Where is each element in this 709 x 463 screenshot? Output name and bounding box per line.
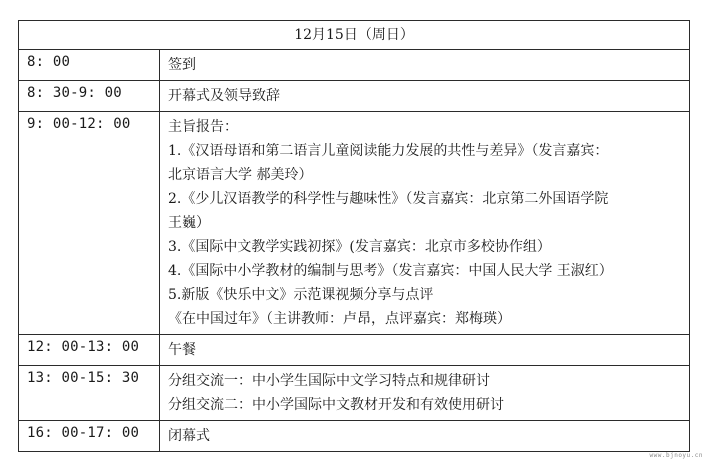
content-cell [160, 81, 690, 112]
time-text: 8: 30-9: 00 [27, 85, 122, 101]
content-cell [160, 335, 690, 366]
time-cell [19, 366, 160, 421]
content-line: 王巍） [168, 215, 210, 231]
table-row [19, 81, 690, 112]
content-line: 4.《国际中小学教材的编制与思考》（发言嘉宾：中国人民大学 王淑红） [168, 263, 613, 279]
content-cell [160, 366, 690, 421]
content-line: 主旨报告： [168, 119, 238, 135]
table-row [19, 366, 690, 421]
time-text: 8: 00 [27, 54, 71, 70]
table-row [19, 421, 690, 452]
content-line: 闭幕式 [168, 428, 210, 444]
time-cell [19, 335, 160, 366]
content-line: 开幕式及领导致辞 [168, 88, 280, 104]
content-line: 签到 [168, 57, 196, 73]
time-cell [19, 50, 160, 81]
content-line: 午餐 [168, 342, 196, 358]
content-line: 3.《国际中文教学实践初探》(发言嘉宾：北京市多校协作组） [168, 239, 551, 255]
content-cell [160, 421, 690, 452]
time-cell [19, 112, 160, 335]
content-cell [160, 50, 690, 81]
time-text: 9: 00-12: 00 [27, 116, 131, 132]
content-line: 分组交流一：中小学生国际中文学习特点和规律研讨 [168, 373, 490, 389]
date-heading: 12月15日（周日） [19, 21, 690, 50]
time-cell [19, 81, 160, 112]
content-line: 1.《汉语母语和第二语言儿童阅读能力发展的共性与差异》（发言嘉宾： [168, 143, 609, 159]
content-line: 分组交流二：中小学国际中文教材开发和有效使用研讨 [168, 397, 504, 413]
time-text: 13: 00-15: 30 [27, 370, 140, 386]
time-text: 12: 00-13: 00 [27, 339, 140, 355]
table-header-row [19, 21, 690, 50]
content-cell [160, 112, 690, 335]
table-row [19, 335, 690, 366]
table-row [19, 112, 690, 335]
content-line: 5.新版《快乐中文》示范课视频分享与点评 [168, 287, 434, 303]
watermark: www.bjnoyu.cn [649, 452, 703, 459]
table-row [19, 50, 690, 81]
content-line: 北京语言大学 郝美玲） [168, 167, 313, 183]
schedule-table [18, 20, 690, 452]
time-text: 16: 00-17: 00 [27, 425, 140, 441]
content-line: 《在中国过年》（主讲教师：卢昂，点评嘉宾：郑梅瑛） [168, 311, 511, 327]
time-cell [19, 421, 160, 452]
content-line: 2.《少儿汉语教学的科学性与趣味性》（发言嘉宾：北京第二外国语学院 [168, 191, 609, 207]
